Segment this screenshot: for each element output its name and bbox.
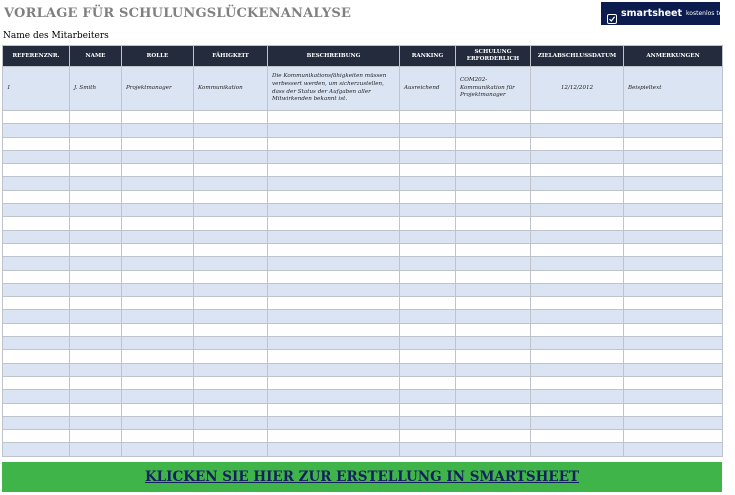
- table-row: [3, 270, 723, 283]
- table-cell[interactable]: [268, 177, 400, 190]
- table-cell[interactable]: [268, 164, 400, 177]
- table-row: [3, 111, 723, 124]
- table-cell[interactable]: [400, 323, 456, 336]
- table-cell[interactable]: [268, 204, 400, 217]
- table-cell[interactable]: [531, 150, 624, 163]
- table-cell[interactable]: [122, 243, 194, 256]
- table-cell[interactable]: [70, 297, 122, 310]
- table-row: [3, 283, 723, 296]
- cell-ranking[interactable]: Ausreichend: [400, 67, 456, 111]
- table-cell[interactable]: [268, 297, 400, 310]
- table-cell[interactable]: [122, 403, 194, 416]
- table-cell[interactable]: [3, 323, 70, 336]
- table-cell[interactable]: [531, 376, 624, 389]
- table-cell[interactable]: [456, 323, 531, 336]
- table-row: [3, 416, 723, 429]
- table-cell[interactable]: [624, 257, 723, 270]
- table-cell[interactable]: [456, 124, 531, 137]
- table-cell[interactable]: [194, 217, 268, 230]
- table-cell[interactable]: [624, 376, 723, 389]
- table-cell[interactable]: [268, 124, 400, 137]
- table-cell[interactable]: [531, 257, 624, 270]
- table-row: [3, 430, 723, 443]
- table-cell[interactable]: [531, 363, 624, 376]
- table-cell[interactable]: [3, 270, 70, 283]
- table-cell[interactable]: [3, 164, 70, 177]
- table-cell[interactable]: [3, 443, 70, 456]
- header-anmerkungen: ANMERKUNGEN: [624, 46, 723, 67]
- table-cell[interactable]: [3, 376, 70, 389]
- table-cell[interactable]: [70, 164, 122, 177]
- table-row: [3, 204, 723, 217]
- table-row: [3, 137, 723, 150]
- table-cell[interactable]: [531, 310, 624, 323]
- cell-referenznr[interactable]: 1: [3, 67, 70, 111]
- badge-cta: kostenlos testen: [686, 10, 735, 17]
- table-cell[interactable]: [456, 297, 531, 310]
- table-cell[interactable]: [194, 230, 268, 243]
- table-cell[interactable]: [400, 403, 456, 416]
- table-cell[interactable]: [268, 323, 400, 336]
- table-cell[interactable]: [624, 150, 723, 163]
- table-row-example: [3, 67, 723, 111]
- table-cell[interactable]: [122, 190, 194, 203]
- table-cell[interactable]: [531, 323, 624, 336]
- table-cell[interactable]: [194, 416, 268, 429]
- table-cell[interactable]: [194, 111, 268, 124]
- table-cell[interactable]: [456, 390, 531, 403]
- table-cell[interactable]: [531, 111, 624, 124]
- gap-analysis-table: [2, 45, 723, 457]
- table-cell[interactable]: [400, 270, 456, 283]
- table-cell[interactable]: [531, 270, 624, 283]
- badge-brand: smartsheet: [621, 8, 683, 19]
- table-cell[interactable]: [122, 443, 194, 456]
- table-cell[interactable]: [456, 430, 531, 443]
- table-cell[interactable]: [122, 164, 194, 177]
- cell-faehigkeit[interactable]: Kommunikation: [194, 67, 268, 111]
- table-row: [3, 443, 723, 456]
- table-row: [3, 190, 723, 203]
- table-cell[interactable]: [456, 230, 531, 243]
- table-cell[interactable]: [3, 111, 70, 124]
- table-cell[interactable]: [70, 137, 122, 150]
- table-cell[interactable]: [531, 390, 624, 403]
- table-cell[interactable]: [400, 137, 456, 150]
- table-cell[interactable]: [122, 217, 194, 230]
- table-cell[interactable]: [3, 150, 70, 163]
- table-cell[interactable]: [400, 230, 456, 243]
- table-cell[interactable]: [531, 243, 624, 256]
- table-cell[interactable]: [122, 230, 194, 243]
- table-cell[interactable]: [456, 337, 531, 350]
- table-row: [3, 217, 723, 230]
- table-cell[interactable]: [624, 283, 723, 296]
- table-cell[interactable]: [3, 416, 70, 429]
- table-cell[interactable]: [400, 204, 456, 217]
- table-cell[interactable]: [400, 350, 456, 363]
- table-cell[interactable]: [624, 243, 723, 256]
- table-cell[interactable]: [194, 257, 268, 270]
- table-row: [3, 337, 723, 350]
- table-cell[interactable]: [3, 124, 70, 137]
- table-cell[interactable]: [624, 111, 723, 124]
- table-cell[interactable]: [624, 390, 723, 403]
- table-cell[interactable]: [456, 177, 531, 190]
- table-cell[interactable]: [400, 310, 456, 323]
- table-cell[interactable]: [400, 150, 456, 163]
- table-cell[interactable]: [122, 323, 194, 336]
- table-cell[interactable]: [194, 190, 268, 203]
- table-row: [3, 323, 723, 336]
- table-cell[interactable]: [3, 350, 70, 363]
- table-cell[interactable]: [194, 363, 268, 376]
- table-cell[interactable]: [624, 403, 723, 416]
- table-cell[interactable]: [3, 257, 70, 270]
- table-cell[interactable]: [122, 257, 194, 270]
- table-cell[interactable]: [194, 390, 268, 403]
- table-cell[interactable]: [3, 204, 70, 217]
- table-cell[interactable]: [624, 124, 723, 137]
- table-cell[interactable]: [122, 270, 194, 283]
- table-header-row: [3, 46, 723, 67]
- table-cell[interactable]: [624, 363, 723, 376]
- table-cell[interactable]: [624, 177, 723, 190]
- table-cell[interactable]: [400, 124, 456, 137]
- create-in-smartsheet-link[interactable]: KLICKEN SIE HIER ZUR ERSTELLUNG IN SMARTSHEET: [144, 469, 580, 485]
- table-cell[interactable]: [194, 124, 268, 137]
- table-row: [3, 243, 723, 256]
- table-row: [3, 230, 723, 243]
- table-cell[interactable]: [531, 337, 624, 350]
- table-cell[interactable]: [70, 323, 122, 336]
- table-cell[interactable]: [122, 416, 194, 429]
- table-cell[interactable]: [70, 443, 122, 456]
- table-cell[interactable]: [624, 430, 723, 443]
- table-cell[interactable]: [3, 177, 70, 190]
- table-cell[interactable]: [70, 390, 122, 403]
- table-cell[interactable]: [268, 111, 400, 124]
- table-row: [3, 310, 723, 323]
- table-cell[interactable]: [531, 124, 624, 137]
- table-cell[interactable]: [3, 337, 70, 350]
- table-cell[interactable]: [268, 310, 400, 323]
- table-cell[interactable]: [456, 164, 531, 177]
- table-cell[interactable]: [70, 230, 122, 243]
- table-cell[interactable]: [624, 323, 723, 336]
- smartsheet-logo-icon: [607, 9, 617, 19]
- table-cell[interactable]: [70, 337, 122, 350]
- table-row: [3, 403, 723, 416]
- table-cell[interactable]: [531, 230, 624, 243]
- table-cell[interactable]: [268, 283, 400, 296]
- table-cell[interactable]: [624, 416, 723, 429]
- table-row: [3, 164, 723, 177]
- table-cell[interactable]: [3, 137, 70, 150]
- header-rolle: ROLLE: [122, 46, 194, 67]
- header-referenznr: REFERENZNR.: [3, 46, 70, 67]
- header-faehigkeit: FÄHIGKEIT: [194, 46, 268, 67]
- table-cell[interactable]: [122, 430, 194, 443]
- table-cell[interactable]: [194, 350, 268, 363]
- table-cell[interactable]: [531, 190, 624, 203]
- table-row: [3, 177, 723, 190]
- table-cell[interactable]: [400, 243, 456, 256]
- table-cell[interactable]: [531, 204, 624, 217]
- table-cell[interactable]: [122, 350, 194, 363]
- table-cell[interactable]: [531, 350, 624, 363]
- table-row: [3, 350, 723, 363]
- table-cell[interactable]: [70, 177, 122, 190]
- header-name: NAME: [70, 46, 122, 67]
- table-cell[interactable]: [70, 376, 122, 389]
- table-cell[interactable]: [122, 137, 194, 150]
- table-cell[interactable]: [70, 150, 122, 163]
- table-cell[interactable]: [400, 217, 456, 230]
- table-cell[interactable]: [268, 270, 400, 283]
- table-cell[interactable]: [624, 297, 723, 310]
- table-cell[interactable]: [400, 283, 456, 296]
- header-beschreibung: BESCHREIBUNG: [268, 46, 400, 67]
- table-cell[interactable]: [456, 270, 531, 283]
- table-cell[interactable]: [268, 230, 400, 243]
- table-cell[interactable]: [400, 177, 456, 190]
- table-cell[interactable]: [268, 350, 400, 363]
- header-ranking: RANKING: [400, 46, 456, 67]
- table-cell[interactable]: [194, 297, 268, 310]
- table-cell[interactable]: [3, 283, 70, 296]
- table-cell[interactable]: [194, 376, 268, 389]
- page-title: VORLAGE FÜR SCHULUNGSLÜCKENANALYSE: [4, 6, 352, 21]
- table-cell[interactable]: [3, 403, 70, 416]
- table-cell[interactable]: [194, 270, 268, 283]
- table-cell[interactable]: [624, 217, 723, 230]
- table-cell[interactable]: [531, 430, 624, 443]
- table-row: [3, 297, 723, 310]
- table-cell[interactable]: [456, 403, 531, 416]
- table-cell[interactable]: [268, 443, 400, 456]
- table-cell[interactable]: [268, 416, 400, 429]
- table-cell[interactable]: [70, 430, 122, 443]
- table-cell[interactable]: [456, 363, 531, 376]
- table-cell[interactable]: [268, 337, 400, 350]
- table-cell[interactable]: [400, 111, 456, 124]
- table-cell[interactable]: [531, 283, 624, 296]
- table-row: [3, 124, 723, 137]
- table-cell[interactable]: [456, 310, 531, 323]
- table-cell[interactable]: [70, 217, 122, 230]
- cell-rolle[interactable]: Projektmanager: [122, 67, 194, 111]
- table-cell[interactable]: [194, 137, 268, 150]
- smartsheet-trial-badge[interactable]: [601, 2, 735, 25]
- table-cell[interactable]: [3, 217, 70, 230]
- table-cell[interactable]: [3, 230, 70, 243]
- table-cell[interactable]: [3, 243, 70, 256]
- table-cell[interactable]: [194, 337, 268, 350]
- table-cell[interactable]: [400, 337, 456, 350]
- table-cell[interactable]: [268, 217, 400, 230]
- table-cell[interactable]: [456, 217, 531, 230]
- table-cell[interactable]: [122, 390, 194, 403]
- table-cell[interactable]: [400, 164, 456, 177]
- table-cell[interactable]: [194, 164, 268, 177]
- table-cell[interactable]: [122, 111, 194, 124]
- table-cell[interactable]: [268, 403, 400, 416]
- table-cell[interactable]: [624, 230, 723, 243]
- table-cell[interactable]: [400, 390, 456, 403]
- table-row: [3, 390, 723, 403]
- table-cell[interactable]: [624, 270, 723, 283]
- table-cell[interactable]: [122, 150, 194, 163]
- table-cell[interactable]: [624, 350, 723, 363]
- table-cell[interactable]: [3, 297, 70, 310]
- table-cell[interactable]: [122, 337, 194, 350]
- table-cell[interactable]: [624, 164, 723, 177]
- table-cell[interactable]: [122, 310, 194, 323]
- table-cell[interactable]: [194, 177, 268, 190]
- table-cell[interactable]: [624, 190, 723, 203]
- table-cell[interactable]: [70, 350, 122, 363]
- table-cell[interactable]: [70, 403, 122, 416]
- table-cell[interactable]: [456, 150, 531, 163]
- table-cell[interactable]: [400, 297, 456, 310]
- table-row: [3, 363, 723, 376]
- table-cell[interactable]: [624, 337, 723, 350]
- table-cell[interactable]: [400, 257, 456, 270]
- table-cell[interactable]: [531, 137, 624, 150]
- table-cell[interactable]: [531, 164, 624, 177]
- table-cell[interactable]: [122, 177, 194, 190]
- table-cell[interactable]: [268, 243, 400, 256]
- table-cell[interactable]: [456, 350, 531, 363]
- header-zielabschlussdatum: ZIELABSCHLUSSDATUM: [531, 46, 624, 67]
- table-cell[interactable]: [456, 111, 531, 124]
- table-row: [3, 150, 723, 163]
- cell-anmerkungen[interactable]: Beispieltext: [624, 67, 723, 111]
- table-cell[interactable]: [268, 390, 400, 403]
- table-cell[interactable]: [194, 204, 268, 217]
- table-cell[interactable]: [70, 270, 122, 283]
- create-in-smartsheet-banner[interactable]: [2, 462, 722, 492]
- table-cell[interactable]: [3, 430, 70, 443]
- table-cell[interactable]: [70, 416, 122, 429]
- table-cell[interactable]: [194, 443, 268, 456]
- table-cell[interactable]: [122, 204, 194, 217]
- header-schulung: SCHULUNG ERFORDERLICH: [456, 46, 531, 67]
- table-cell[interactable]: [456, 243, 531, 256]
- table-cell[interactable]: [70, 190, 122, 203]
- table-cell[interactable]: [3, 363, 70, 376]
- table-cell[interactable]: [268, 376, 400, 389]
- cell-beschreibung[interactable]: Die Kommunikationsfähigkeiten müssen verbessert werden, um sicherzustellen, dass der Status der Aufgaben aller Mitwirkenden bekannt ist.: [268, 67, 400, 111]
- employee-name-label[interactable]: Name des Mitarbeiters: [3, 31, 109, 41]
- table-cell[interactable]: [456, 204, 531, 217]
- table-cell[interactable]: [400, 363, 456, 376]
- table-cell[interactable]: [531, 403, 624, 416]
- table-cell[interactable]: [531, 416, 624, 429]
- table-cell[interactable]: [70, 124, 122, 137]
- table-cell[interactable]: [122, 297, 194, 310]
- table-cell[interactable]: [3, 190, 70, 203]
- table-cell[interactable]: [70, 310, 122, 323]
- table-cell[interactable]: [400, 430, 456, 443]
- table-cell[interactable]: [531, 177, 624, 190]
- cell-schulung[interactable]: COM202-Kommunikation für Projektmanager: [456, 67, 531, 111]
- table-cell[interactable]: [194, 283, 268, 296]
- table-cell[interactable]: [194, 323, 268, 336]
- cell-zielabschlussdatum[interactable]: 12/12/2012: [531, 67, 624, 111]
- table-cell[interactable]: [400, 443, 456, 456]
- table-cell[interactable]: [194, 403, 268, 416]
- table-cell[interactable]: [456, 376, 531, 389]
- table-cell[interactable]: [268, 137, 400, 150]
- table-cell[interactable]: [268, 430, 400, 443]
- table-cell[interactable]: [268, 190, 400, 203]
- table-cell[interactable]: [70, 363, 122, 376]
- table-cell[interactable]: [122, 376, 194, 389]
- table-cell[interactable]: [70, 204, 122, 217]
- table-cell[interactable]: [194, 243, 268, 256]
- table-cell[interactable]: [122, 363, 194, 376]
- table-cell[interactable]: [268, 363, 400, 376]
- table-cell[interactable]: [456, 443, 531, 456]
- table-cell[interactable]: [400, 416, 456, 429]
- table-cell[interactable]: [70, 283, 122, 296]
- table-cell[interactable]: [624, 204, 723, 217]
- table-cell[interactable]: [456, 283, 531, 296]
- table-cell[interactable]: [400, 376, 456, 389]
- table-cell[interactable]: [456, 137, 531, 150]
- table-cell[interactable]: [624, 443, 723, 456]
- table-cell[interactable]: [194, 150, 268, 163]
- table-cell[interactable]: [531, 297, 624, 310]
- table-row: [3, 257, 723, 270]
- table-cell[interactable]: [70, 257, 122, 270]
- table-cell[interactable]: [456, 257, 531, 270]
- table-row: [3, 376, 723, 389]
- table-cell[interactable]: [456, 416, 531, 429]
- table-cell[interactable]: [531, 217, 624, 230]
- table-cell[interactable]: [268, 257, 400, 270]
- table-cell[interactable]: [70, 111, 122, 124]
- table-cell[interactable]: [194, 430, 268, 443]
- table-cell[interactable]: [400, 190, 456, 203]
- table-cell[interactable]: [70, 243, 122, 256]
- table-cell[interactable]: [531, 443, 624, 456]
- table-cell[interactable]: [3, 310, 70, 323]
- table-cell[interactable]: [122, 124, 194, 137]
- cell-name[interactable]: J. Smith: [70, 67, 122, 111]
- table-cell[interactable]: [194, 310, 268, 323]
- table-cell[interactable]: [456, 190, 531, 203]
- table-cell[interactable]: [624, 310, 723, 323]
- table-cell[interactable]: [268, 150, 400, 163]
- table-cell[interactable]: [3, 390, 70, 403]
- table-cell[interactable]: [624, 137, 723, 150]
- table-cell[interactable]: [122, 283, 194, 296]
